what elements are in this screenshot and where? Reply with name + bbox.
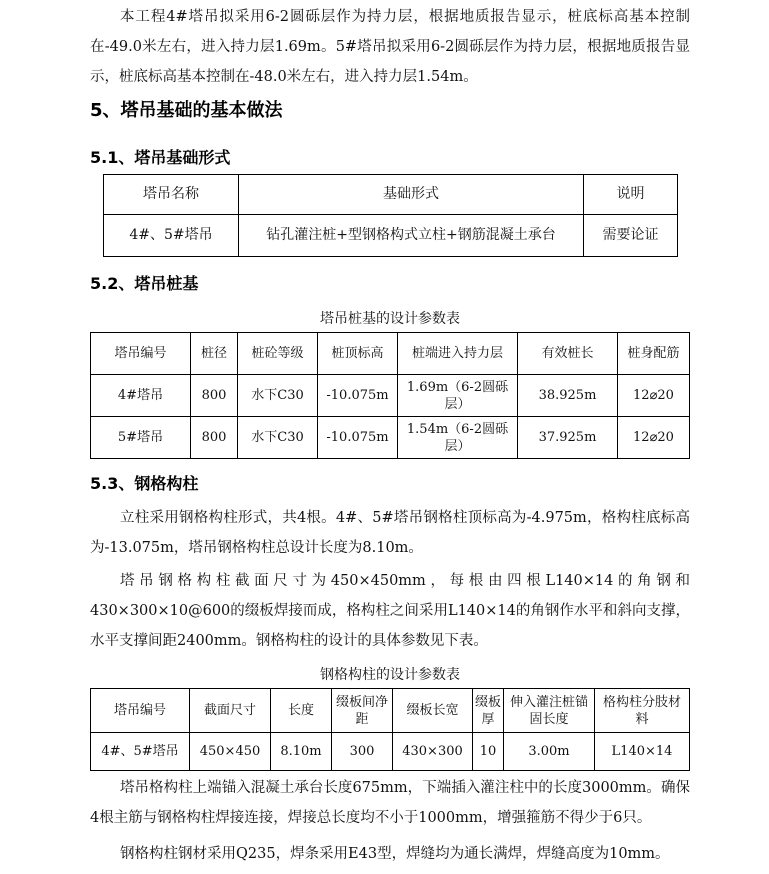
table-cell: 37.925m [518,417,618,459]
table-cell: 12⌀20 [618,417,690,459]
table-cell: 3.00m [504,733,595,771]
header-cell: 说明 [584,175,678,215]
table-cell: 4#、5#塔吊 [104,215,239,257]
table-header-row [104,175,678,215]
section-5-title: 5、塔吊基础的基本做法 [90,100,283,121]
table-cell: -10.075m [318,375,398,417]
table-cell: 800 [191,417,238,459]
table-cell: 5#塔吊 [91,417,191,459]
lattice-column-table [90,688,690,771]
header-cell: 有效桩长 [518,333,618,375]
table-cell: 水下C30 [238,417,318,459]
table-row [91,733,690,771]
table-cell: 1.69m（6-2圆砾层） [398,375,518,417]
table-cell: -10.075m [318,417,398,459]
lattice-table-caption: 钢格构柱的设计参数表 [320,667,460,683]
header-cell: 基础形式 [239,175,584,215]
table-cell: L140×14 [595,733,690,771]
header-cell: 缀板间净距 [332,689,393,733]
header-cell: 截面尺寸 [190,689,271,733]
table-cell: 4#塔吊 [91,375,191,417]
header-cell: 缀板厚 [473,689,504,733]
header-cell: 桩径 [191,333,238,375]
table-cell: 钻孔灌注桩+型钢格构式立柱+钢筋混凝土承台 [239,215,584,257]
table-cell: 800 [191,375,238,417]
lattice-column-paragraph-4: 钢格构柱钢材采用Q235，焊条采用E43型，焊缝均为通长满焊，焊缝高度为10mm。 [120,846,670,862]
header-cell: 塔吊编号 [91,333,191,375]
table-cell: 8.10m [271,733,332,771]
header-cell: 塔吊编号 [91,689,190,733]
table-cell: 300 [332,733,393,771]
header-cell: 格构柱分肢材料 [595,689,690,733]
lattice-column-paragraph-3: 塔吊格构柱上端锚入混凝土承台长度675mm，下端插入灌注柱中的长度3000mm。确保4根主筋与钢格构柱焊接连接，焊接总长度均不小于1000mm，增强箍筋不得少于6只。 [90,780,690,826]
table-cell: 450×450 [190,733,271,771]
table-cell: 需要论证 [584,215,678,257]
header-cell: 桩身配筋 [618,333,690,375]
foundation-form-table [103,174,678,257]
header-cell: 桩端进入持力层 [398,333,518,375]
table-cell: 水下C30 [238,375,318,417]
header-cell: 伸入灌注桩锚固长度 [504,689,595,733]
lattice-column-paragraph-1: 立柱采用钢格构柱形式，共4根。4#、5#塔吊钢格柱顶标高为-4.975m，格构柱底标高为-13.075m，塔吊钢格构柱总设计长度为8.10m。 [90,510,690,556]
table-cell: 1.54m（6-2圆砾层） [398,417,518,459]
pile-table-caption: 塔吊桩基的设计参数表 [320,311,460,327]
header-cell: 缀板长宽 [393,689,473,733]
table-row [91,375,690,417]
table-header-row [91,333,690,375]
table-row [104,215,678,257]
table-cell: 10 [473,733,504,771]
header-cell: 长度 [271,689,332,733]
table-header-row [91,689,690,733]
intro-paragraph: 本工程4#塔吊拟采用6-2圆砾层作为持力层，根据地质报告显示，桩底标高基本控制在-49.0米左右，进入持力层1.69m。5#塔吊拟采用6-2圆砾层作为持力层，根据地质报告显示，桩底标高基本控制在-48.0米左右，进入持力层1.54m。 [90,9,690,85]
table-cell: 430×300 [393,733,473,771]
table-cell: 38.925m [518,375,618,417]
header-cell: 桩顶标高 [318,333,398,375]
header-cell: 塔吊名称 [104,175,239,215]
table-row [91,417,690,459]
section-5-1-title: 5.1、塔吊基础形式 [90,148,231,167]
header-cell: 桩砼等级 [238,333,318,375]
table-cell: 12⌀20 [618,375,690,417]
section-5-3-title: 5.3、钢格构柱 [90,474,199,493]
lattice-column-paragraph-2: 塔吊钢格构柱截面尺寸为450×450mm，每根由四根L140×14的角钢和430×300×10@600的缀板焊接而成，格构柱之间采用L140×14的角钢作水平和斜向支撑，水平支撑间距2400mm。钢格构柱的设计的具体参数见下表。 [90,573,690,649]
pile-parameter-table [90,332,690,459]
table-cell: 4#、5#塔吊 [91,733,190,771]
section-5-2-title: 5.2、塔吊桩基 [90,274,199,293]
